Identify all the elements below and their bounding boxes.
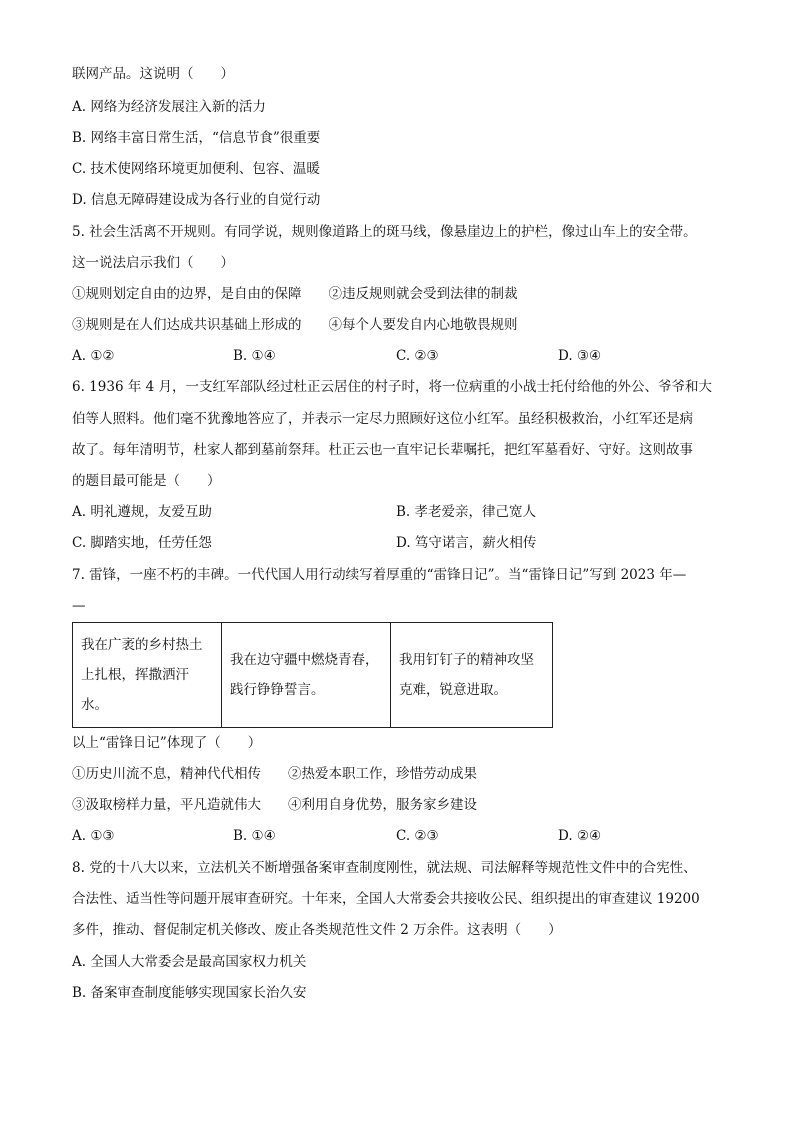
q6-option-b: B. 孝老爱亲，律己宽人: [396, 504, 537, 520]
q6-stem-line1: 6. 1936 年 4 月，一支红军部队经过杜正云居住的村子时，将一位病重的小战士托付给他的外公、爷爷和大: [72, 379, 712, 395]
table-row: [73, 623, 553, 728]
q6-option-a: A. 明礼遵规，友爱互助: [72, 504, 212, 520]
q7-stem-line1: 7. 雷锋，一座不朽的丰碑。一代代国人用行动续写着厚重的“雷锋日记”。当“雷锋日记”写到 2023 年—: [72, 567, 687, 583]
q7-option-c: C. ②③: [396, 828, 439, 844]
diary-cell-nail-spirit: 我用钉钉子的精神攻坚克难，锐意进取。: [391, 623, 553, 728]
q4-option-a: A. 网络为经济发展注入新的活力: [72, 99, 266, 115]
diary-cell-border: 我在边守疆中燃烧青春，践行铮铮誓言。: [222, 623, 391, 728]
q7-question: 以上“雷锋日记”体现了（ ）: [72, 735, 262, 751]
q8-stem-line1: 8. 党的十八大以来，立法机关不断增强备案审查制度刚性，就法规、司法解释等规范性文件中的合宪性、: [72, 860, 697, 876]
q6-option-c: C. 脚踏实地，任劳任怨: [72, 535, 212, 551]
q5-statements-1-2: ①规则划定自由的边界，是自由的保障 ②违反规则就会受到法律的制裁: [72, 286, 518, 302]
diary-cell-rural: 我在广袤的乡村热土上扎根，挥撒洒汗水。: [73, 623, 222, 728]
lei-feng-diary-table: [72, 622, 553, 728]
q8-option-b: B. 备案审查制度能够实现国家长治久安: [72, 985, 307, 1001]
q6-stem-line3: 故了。每年清明节，杜家人都到墓前祭拜。杜正云也一直牢记长辈嘱托，把红军墓看好、守好。这则故事: [72, 442, 693, 458]
q5-statements-3-4: ③规则是在人们达成共识基础上形成的 ④每个人要发自内心地敬畏规则: [72, 317, 518, 333]
q4-option-d: D. 信息无障碍建设成为各行业的自觉行动: [72, 192, 321, 208]
q5-option-c: C. ②③: [396, 348, 439, 364]
q5-stem-line1: 5. 社会生活离不开规则。有同学说，规则像道路上的斑马线，像悬崖边上的护栏，像过山车上的安全带。: [72, 224, 697, 240]
q6-option-d: D. 笃守诺言，薪火相传: [396, 535, 537, 551]
q4-option-b: B. 网络丰富日常生活，“信息节食”很重要: [72, 130, 321, 146]
q6-stem-line4: 的题目最可能是（ ）: [72, 473, 221, 489]
q7-option-b: B. ①④: [233, 828, 276, 844]
q7-option-a: A. ①③: [72, 828, 115, 844]
q4-option-c: C. 技术使网络环境更加便利、包容、温暖: [72, 161, 320, 177]
q4-stem-tail: 联网产品。这说明（ ）: [72, 66, 234, 82]
q8-option-a: A. 全国人大常委会是最高国家权力机关: [72, 954, 307, 970]
q7-stem-line2: —: [72, 598, 86, 614]
q5-option-b: B. ①④: [233, 348, 276, 364]
q7-statements-1-2: ①历史川流不息，精神代代相传 ②热爱本职工作，珍惜劳动成果: [72, 766, 477, 782]
q7-statements-3-4: ③汲取榜样力量，平凡造就伟大 ④利用自身优势，服务家乡建设: [72, 797, 477, 813]
q8-stem-line2: 合法性、适当性等问题开展审查研究。十年来，全国人大常委会共接收公民、组织提出的审查建议 19200: [72, 891, 700, 907]
q5-stem-line2: 这一说法启示我们（ ）: [72, 255, 234, 271]
q5-option-a: A. ①②: [72, 348, 115, 364]
q8-stem-line3: 多件，推动、督促制定机关修改、废止各类规范性文件 2 万余件。这表明（ ）: [72, 922, 562, 938]
q5-option-d: D. ③④: [558, 348, 602, 364]
q6-stem-line2: 伯等人照料。他们毫不犹豫地答应了，并表示一定尽力照顾好这位小红军。虽经积极救治，小红军还是病: [72, 411, 693, 427]
q7-option-d: D. ②④: [558, 828, 602, 844]
